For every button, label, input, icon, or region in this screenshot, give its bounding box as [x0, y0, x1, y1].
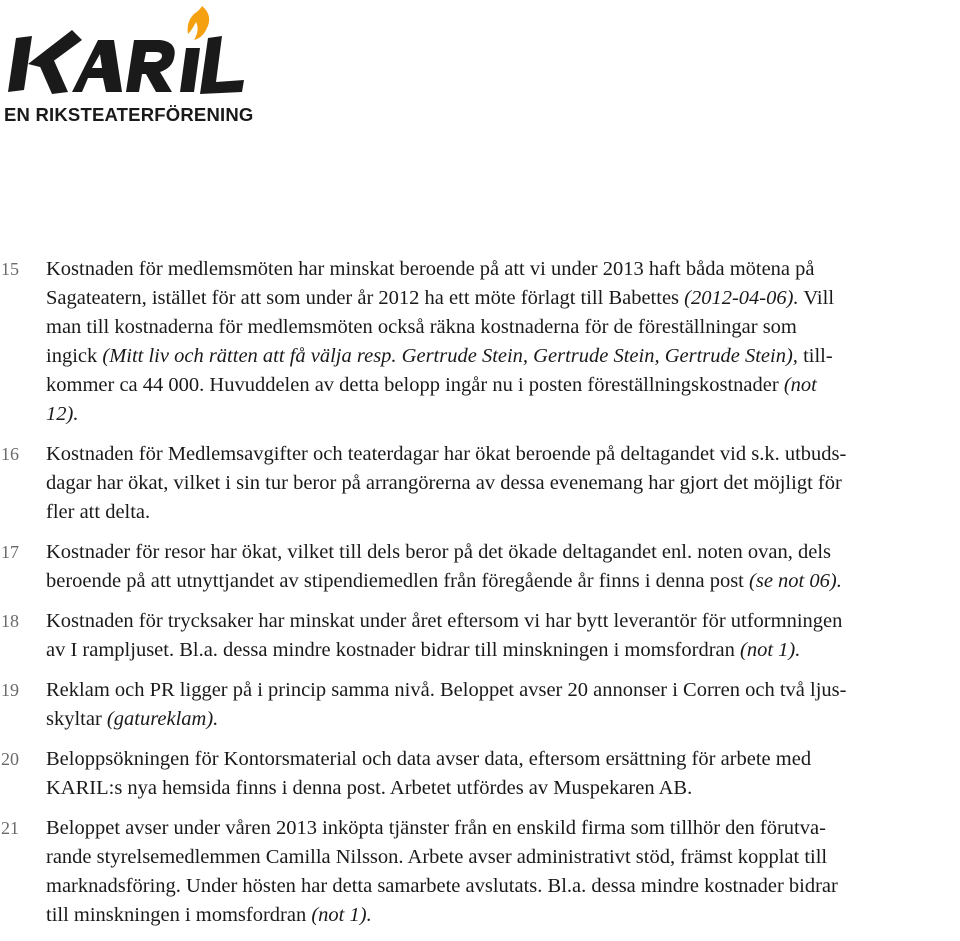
note-line: [46, 538, 956, 567]
note-reference-italic: 12).: [46, 403, 79, 425]
note-text: [46, 255, 956, 429]
note-line: [46, 636, 956, 665]
note-text-segment: till-: [797, 345, 833, 367]
note-19: [0, 676, 960, 734]
note-text-segment: till minskningen i momsfordran: [46, 904, 312, 926]
note-reference-italic: (Mitt liv och rätten att få välja resp. Gertrude Stein, Gertrude Stein, Gertrude Stein),: [102, 345, 798, 367]
note-text-segment: Reklam och PR ligger på i princip samma nivå. Beloppet avser 20 annonser i Corren och två ljus-: [46, 679, 847, 701]
karil-wordmark-graphic: [2, 0, 252, 105]
note-line: [46, 440, 956, 469]
note-text: [46, 538, 956, 596]
note-text: [46, 745, 956, 803]
note-line: [46, 843, 956, 872]
note-text-segment: rande styrelsemedlemmen Camilla Nilsson. Arbete avser administrativt stöd, främst kopplat till: [46, 846, 828, 868]
note-text-segment: beroende på att utnyttjandet av stipendiemedlen från föregående år finns i denna post: [46, 570, 750, 592]
note-text-segment: Sagateatern, istället för att som under år 2012 ha ett möte förlagt till Babettes: [46, 287, 685, 309]
note-text-segment: Kostnaden för medlemsmöten har minskat beroende på att vi under 2013 haft båda mötena på: [46, 258, 815, 280]
note-number: 21: [1, 818, 19, 838]
note-text-segment: av I rampljuset. Bl.a. dessa mindre kostnader bidrar till minskningen i momsfordran: [46, 639, 741, 661]
note-line: [46, 676, 956, 705]
note-reference-italic: (not: [783, 374, 817, 396]
note-text-segment: Kostnaden för Medlemsavgifter och teaterdagar har ökat beroende på deltagandet vid s.k. utbuds-: [46, 443, 847, 465]
note-text-segment: Kostnader för resor har ökat, vilket till dels beror på det ökade deltagandet enl. noten ovan, dels: [46, 541, 832, 563]
note-text-segment: kommer ca 44 000. Huvuddelen av detta belopp ingår nu i posten föreställningskostnader: [46, 374, 784, 396]
note-text-segment: Beloppet avser under våren 2013 inköpta tjänster från en enskild firma som tillhör den förutva-: [46, 817, 826, 839]
note-text: [46, 440, 956, 527]
note-text-segment: dagar har ökat, vilket i sin tur beror på arrangörerna av dessa evenemang har gjort det möjligt för: [46, 472, 842, 494]
note-line: [46, 284, 956, 313]
note-line: [46, 705, 956, 734]
note-number: 18: [1, 611, 19, 631]
note-number: 19: [1, 680, 19, 700]
note-line: [46, 567, 956, 596]
note-text-segment: man till kostnaderna för medlemsmöten också räkna kostnaderna för de föreställningar som: [46, 316, 797, 338]
note-text-segment: ingick: [46, 345, 103, 367]
note-15: [0, 255, 960, 429]
note-number: 20: [1, 749, 19, 769]
note-line: [46, 400, 956, 429]
note-line: [46, 774, 956, 803]
notes-list: [0, 255, 960, 941]
logo-subtitle: EN RIKSTEATERFÖRENING: [4, 104, 254, 125]
note-line: [46, 469, 956, 498]
note-text-segment: Kostnaden för trycksaker har minskat under året eftersom vi har bytt leverantör för utformningen: [46, 610, 843, 632]
note-18: [0, 607, 960, 665]
note-line: [46, 498, 956, 527]
note-line: [46, 745, 956, 774]
note-text-segment: skyltar: [46, 708, 107, 730]
note-reference-italic: (2012-04-06).: [684, 287, 799, 309]
note-number: 15: [1, 259, 19, 279]
note-number: 16: [1, 444, 19, 464]
note-text-segment: KARIL:s nya hemsida finns i denna post. Arbetet utfördes av Muspekaren AB.: [46, 777, 693, 799]
note-reference-italic: (not 1).: [740, 639, 801, 661]
note-21: [0, 814, 960, 930]
note-text-segment: fler att delta.: [46, 501, 151, 523]
note-text: [46, 607, 956, 665]
note-line: [46, 342, 956, 371]
note-text-segment: marknadsföring. Under hösten har detta samarbete avslutats. Bl.a. dessa mindre kostnader bidrar: [46, 875, 838, 897]
note-text-segment: Vill: [798, 287, 835, 309]
note-reference-italic: (not 1).: [311, 904, 372, 926]
note-line: [46, 607, 956, 636]
note-text-segment: Beloppsökningen för Kontorsmaterial och data avser data, eftersom ersättning för arbete med: [46, 748, 812, 770]
note-line: [46, 313, 956, 342]
karil-logo: [2, 0, 252, 130]
note-20: [0, 745, 960, 803]
note-line: [46, 901, 956, 930]
note-line: [46, 255, 956, 284]
note-reference-italic: (gatureklam).: [106, 708, 219, 730]
note-number: 17: [1, 542, 19, 562]
note-line: [46, 872, 956, 901]
note-text: [46, 676, 956, 734]
note-line: [46, 371, 956, 400]
note-line: [46, 814, 956, 843]
note-reference-italic: (se not 06).: [749, 570, 842, 592]
note-16: [0, 440, 960, 527]
note-17: [0, 538, 960, 596]
note-text: [46, 814, 956, 930]
